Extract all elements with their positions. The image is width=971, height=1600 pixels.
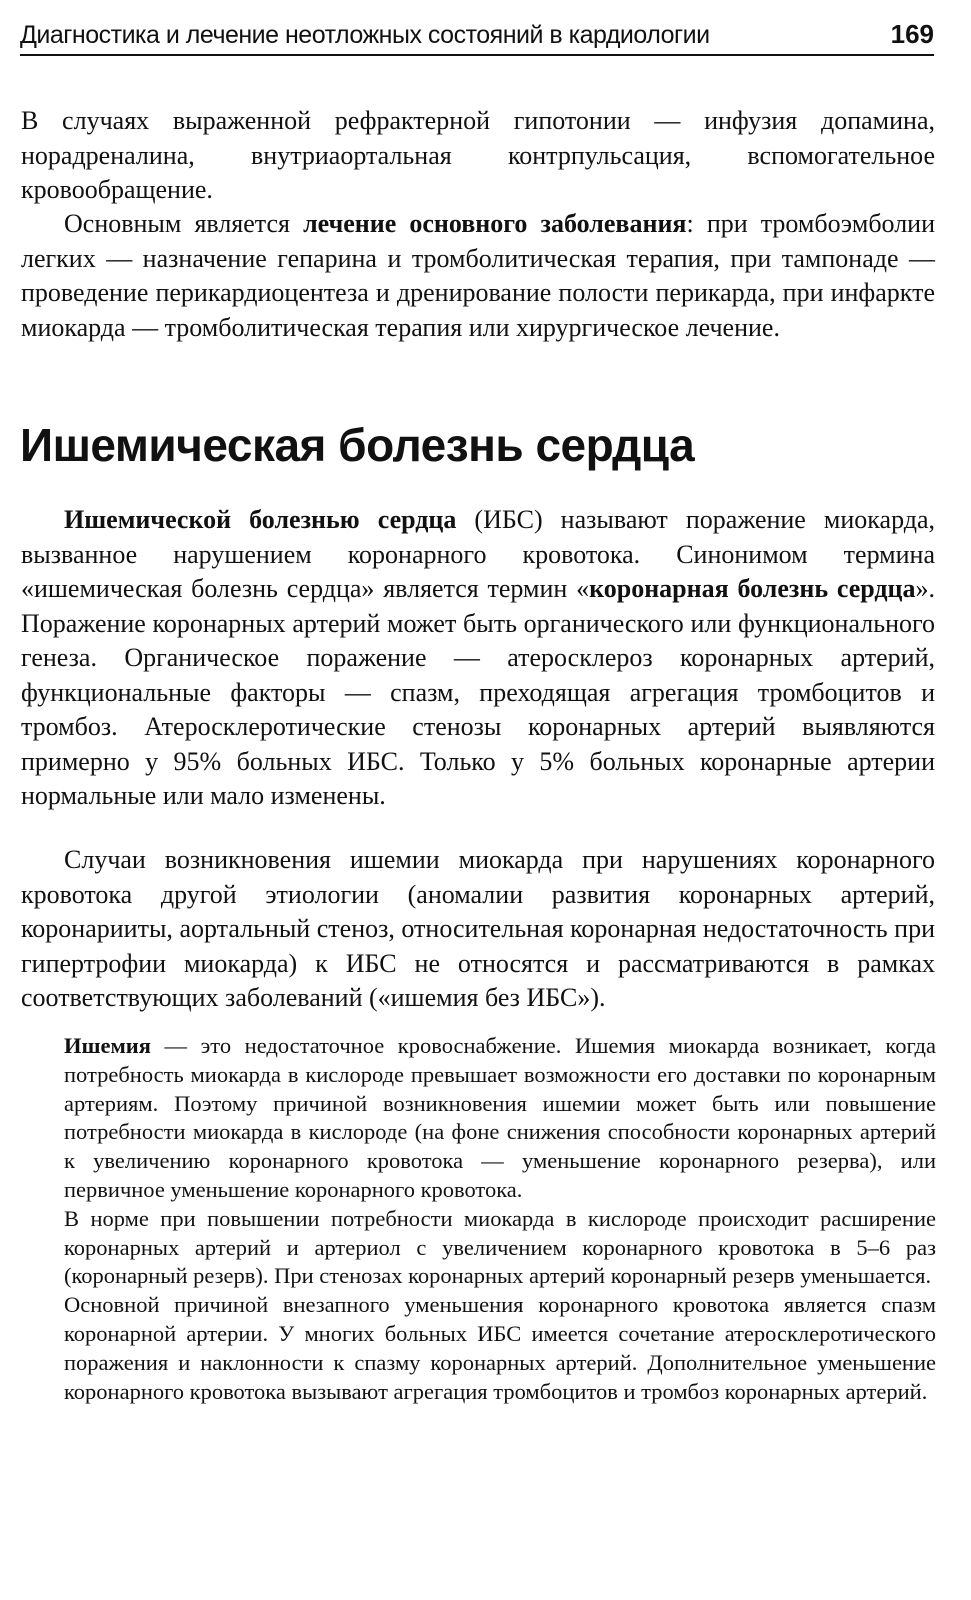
- paragraph-other-causes: [21, 843, 935, 1016]
- note-paragraph-3: Основной причиной внезапного уменьшения коронарного кровотока является спазм коронарной артерии. У многих больных ИБС имеется сочетание атеросклеротического поражения и наклонности к спазму коронарных артерий. Дополнительное уменьшение коронарного кровотока вызывают агрегация тромбоцитов и тромбоз коронарных артерий.: [64, 1292, 936, 1404]
- note-paragraph-1: [64, 1032, 936, 1205]
- paragraph-text: [21, 503, 935, 814]
- paragraph-treatment: [21, 207, 935, 345]
- text-run: (ИБС) называют поражение миокарда, вызванное нарушением коронарного кровотока. Синонимом термина «ишемическая болезнь сердца» является термин «: [21, 505, 935, 603]
- paragraph-definition: [21, 503, 935, 814]
- ischemia-note: [64, 1032, 936, 1406]
- bold-term: Ишемической болезнью сердца: [64, 505, 457, 534]
- bold-term: коронарная болезнь сердца: [589, 574, 916, 603]
- text-run: ». Поражение коронарных артерий может быть органического или функционального генеза. Органическое поражение — атеросклероз коронарных артерий, функциональные факторы — спазм, преходящая агрегация тромбоцитов и тромбоз. Атеросклеротические стенозы коронарных артерий выявляются примерно у 95% больных ИБС. Только у 5% больных коронарные артерии нормальные или мало изменены.: [21, 574, 935, 810]
- paragraph-text: Случаи возникновения ишемии миокарда при нарушениях коронарного кровотока другой этиологии (аномалии развития коронарных артерий, коронарииты, аортальный стеноз, относительная коронарная недостаточность при гипертрофии миокарда) к ИБС не относятся и рассматриваются в рамках соответствующих заболеваний («ишемия без ИБС»).: [21, 845, 935, 1012]
- text-run: — это недостаточное кровоснабжение. Ишемия миокарда возникает, когда потребность миокарда в кислороде превышает возможности его доставки по коронарным артериям. Поэтому причиной возникновения ишемии может быть или повышение потребности миокарда в кислороде (на фоне снижения способности коронарных артерий к увеличению коронарного кровотока — уменьшение коронарного резерва), или первичное уменьшение коронарного кровотока.: [64, 1033, 936, 1202]
- text-run: Основным является: [64, 209, 304, 238]
- bold-term: лечение основного заболевания: [303, 209, 687, 238]
- paragraph-text: В случаях выраженной рефрактерной гипотонии — инфузия допамина, норадреналина, внутриаортальная контрпульсация, вспомогательное кровообращение.: [21, 106, 935, 204]
- paragraph-text: [21, 207, 935, 345]
- section-title: Ишемическая болезнь сердца: [20, 419, 695, 471]
- text-run: : при тромбоэмболии легких — назначение гепарина и тромболитическая терапия, при тампонаде — проведение перикардиоцентеза и дренирование полости перикарда, при инфаркте миокарда — тромболитическая терапия или хирургическое лечение.: [21, 209, 936, 342]
- bold-term: Ишемия: [64, 1033, 151, 1058]
- running-title: Диагностика и лечение неотложных состояний в кардиологии: [20, 21, 710, 49]
- note-paragraph-2: В норме при повышении потребности миокарда в кислороде происходит расширение коронарных артерий и артериол с увеличением коронарного кровотока в 5–6 раз (коронарный резерв). При стенозах коронарных артерий коронарный резерв уменьшается.: [64, 1205, 936, 1289]
- running-head: [20, 20, 934, 56]
- page-number: 169: [890, 19, 934, 49]
- paragraph-hypotension: [21, 104, 935, 208]
